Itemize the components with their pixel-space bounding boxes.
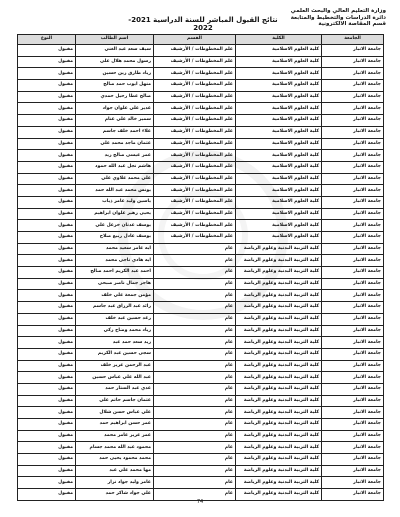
column-header-university: الجامعة — [322, 35, 384, 45]
cell-department: عام — [154, 278, 236, 290]
cell-department: علم المخطوطات / الأرشيف — [154, 91, 236, 103]
cell-type: مقبول — [18, 477, 76, 489]
cell-university: جامعة الانبار — [322, 138, 384, 150]
cell-student-name: علي عباس حسن شلال — [76, 407, 154, 419]
cell-department: علم المخطوطات / الأرشيف — [154, 103, 236, 115]
cell-university: جامعة الانبار — [322, 267, 384, 279]
cell-department: عام — [154, 243, 236, 255]
cell-type: مقبول — [18, 337, 76, 349]
column-header-college: الكلية — [236, 35, 322, 45]
page-number: 74 — [196, 499, 204, 505]
cell-college: كلية التربية البدنية وعلوم الرياضة — [236, 454, 322, 466]
cell-department: عام — [154, 419, 236, 431]
cell-college: كلية التربية البدنية وعلوم الرياضة — [236, 243, 322, 255]
cell-student-name: رغد حسين عبد خلف — [76, 313, 154, 325]
cell-university: جامعة الانبار — [322, 302, 384, 314]
cell-type: مقبول — [18, 348, 76, 360]
cell-college: كلية التربية البدنية وعلوم الرياضة — [236, 337, 322, 349]
cell-department: عام — [154, 337, 236, 349]
table-row — [18, 220, 384, 232]
cell-student-name: علاء احمد خلف جاسم — [76, 126, 154, 138]
cell-college: كلية العلوم الاسلامية — [236, 185, 322, 197]
table-header-row — [18, 35, 384, 45]
cell-department: علم المخطوطات / الأرشيف — [154, 173, 236, 185]
table-row — [18, 196, 384, 208]
table-row — [18, 255, 384, 267]
cell-student-name: علي محمد علاوي علي — [76, 173, 154, 185]
cell-university: جامعة الانبار — [322, 313, 384, 325]
table-row — [18, 173, 384, 185]
cell-university: جامعة الانبار — [322, 419, 384, 431]
cell-college: كلية العلوم الاسلامية — [236, 115, 322, 127]
cell-college: كلية العلوم الاسلامية — [236, 220, 322, 232]
cell-university: جامعة الانبار — [322, 115, 384, 127]
table-row — [18, 372, 384, 384]
cell-student-name: سيف سعد عبد الغني — [76, 45, 154, 57]
cell-college: كلية التربية البدنية وعلوم الرياضة — [236, 477, 322, 489]
table-row — [18, 290, 384, 302]
cell-type: مقبول — [18, 255, 76, 267]
table-row — [18, 325, 384, 337]
table-row — [18, 278, 384, 290]
cell-department: عام — [154, 325, 236, 337]
cell-department: عام — [154, 465, 236, 477]
cell-student-name: ايه هادي ناجي محمد — [76, 255, 154, 267]
cell-type: مقبول — [18, 220, 76, 232]
table-row — [18, 45, 384, 57]
cell-student-name: سمير خالد علي غنام — [76, 115, 154, 127]
cell-university: جامعة الانبار — [322, 407, 384, 419]
cell-university: جامعة الانبار — [322, 80, 384, 92]
table-row — [18, 383, 384, 395]
cell-student-name: عمر عيسى صالح زيد — [76, 150, 154, 162]
cell-college: كلية العلوم الاسلامية — [236, 103, 322, 115]
cell-type: مقبول — [18, 196, 76, 208]
table-row — [18, 232, 384, 244]
table-row — [18, 68, 384, 80]
cell-department: عام — [154, 395, 236, 407]
table-row — [18, 208, 384, 220]
cell-type: مقبول — [18, 372, 76, 384]
cell-university: جامعة الانبار — [322, 220, 384, 232]
cell-university: جامعة الانبار — [322, 56, 384, 68]
cell-college: كلية التربية البدنية وعلوم الرياضة — [236, 372, 322, 384]
cell-university: جامعة الانبار — [322, 208, 384, 220]
cell-student-name: عامر وليد جواد نزار — [76, 477, 154, 489]
cell-student-name: هاجر جمال ناصر صبحي — [76, 278, 154, 290]
cell-type: مقبول — [18, 232, 76, 244]
cell-student-name: زياد طارق زين حسين — [76, 68, 154, 80]
cell-student-name: زيد سعد حمد عبد — [76, 337, 154, 349]
cell-college: كلية العلوم الاسلامية — [236, 56, 322, 68]
cell-college: كلية العلوم الاسلامية — [236, 138, 322, 150]
cell-type: مقبول — [18, 267, 76, 279]
table-row — [18, 430, 384, 442]
cell-student-name: عثمان ماجد محمد علي — [76, 138, 154, 150]
cell-student-name: يونس محمد عبد الله حمد — [76, 185, 154, 197]
cell-college: كلية التربية البدنية وعلوم الرياضة — [236, 442, 322, 454]
table-row — [18, 395, 384, 407]
cell-department: عام — [154, 407, 236, 419]
document-title: نتائج القبول المباشر للسنة الدراسية 2021-2022 — [128, 16, 278, 32]
ministry-block — [291, 8, 386, 28]
cell-university: جامعة الانبار — [322, 185, 384, 197]
cell-department: علم المخطوطات / الأرشيف — [154, 56, 236, 68]
cell-type: مقبول — [18, 454, 76, 466]
cell-student-name: عبد الرحمن عزيز خلف — [76, 360, 154, 372]
cell-college: كلية التربية البدنية وعلوم الرياضة — [236, 267, 322, 279]
cell-student-name: منهل ايوب حمد صالح — [76, 80, 154, 92]
cell-university: جامعة الانبار — [322, 232, 384, 244]
cell-type: مقبول — [18, 313, 76, 325]
cell-college: كلية العلوم الاسلامية — [236, 91, 322, 103]
cell-college: كلية التربية البدنية وعلوم الرياضة — [236, 313, 322, 325]
cell-department: علم المخطوطات / الأرشيف — [154, 232, 236, 244]
cell-department: عام — [154, 360, 236, 372]
ministry-line: قسم المقاصة الالكترونية — [318, 21, 386, 27]
cell-type: مقبول — [18, 419, 76, 431]
table-row — [18, 115, 384, 127]
cell-type: مقبول — [18, 395, 76, 407]
cell-department: علم المخطوطات / الأرشيف — [154, 196, 236, 208]
cell-college: كلية العلوم الاسلامية — [236, 68, 322, 80]
cell-university: جامعة الانبار — [322, 278, 384, 290]
cell-type: مقبول — [18, 138, 76, 150]
cell-type: مقبول — [18, 430, 76, 442]
cell-department: علم المخطوطات / الأرشيف — [154, 68, 236, 80]
cell-student-name: عثمان جاسم حاتم علي — [76, 395, 154, 407]
cell-department: علم المخطوطات / الأرشيف — [154, 220, 236, 232]
table-row — [18, 454, 384, 466]
cell-college: كلية العلوم الاسلامية — [236, 126, 322, 138]
cell-college: كلية التربية البدنية وعلوم الرياضة — [236, 465, 322, 477]
cell-department: عام — [154, 255, 236, 267]
admission-results-table — [17, 34, 384, 501]
table-row — [18, 56, 384, 68]
cell-student-name: ياسين وليد عامر ذياب — [76, 196, 154, 208]
cell-department: عام — [154, 267, 236, 279]
cell-department: علم المخطوطات / الأرشيف — [154, 208, 236, 220]
cell-student-name: رسول محمد هلال علي — [76, 56, 154, 68]
cell-department: عام — [154, 489, 236, 501]
table-row — [18, 348, 384, 360]
cell-student-name: عدي عبد الستار حمد — [76, 383, 154, 395]
cell-student-name: رائد عبد الرزاق عبد جاسم — [76, 302, 154, 314]
cell-college: كلية التربية البدنية وعلوم الرياضة — [236, 430, 322, 442]
cell-department: عام — [154, 348, 236, 360]
cell-student-name: يوسف عادل ربيع صلاح — [76, 232, 154, 244]
cell-department: علم المخطوطات / الأرشيف — [154, 185, 236, 197]
cell-college: كلية التربية البدنية وعلوم الرياضة — [236, 290, 322, 302]
cell-type: مقبول — [18, 45, 76, 57]
table-row — [18, 126, 384, 138]
cell-student-name: يوسف عدنان خزعل علي — [76, 220, 154, 232]
cell-type: مقبول — [18, 208, 76, 220]
table-row — [18, 477, 384, 489]
cell-university: جامعة الانبار — [322, 255, 384, 267]
column-header-department: القسم — [154, 35, 236, 45]
cell-college: كلية العلوم الاسلامية — [236, 150, 322, 162]
cell-college: كلية التربية البدنية وعلوم الرياضة — [236, 325, 322, 337]
cell-university: جامعة الانبار — [322, 325, 384, 337]
cell-college: كلية التربية البدنية وعلوم الرياضة — [236, 419, 322, 431]
cell-type: مقبول — [18, 150, 76, 162]
cell-student-name: مها محمد علي عبد — [76, 465, 154, 477]
cell-college: كلية العلوم الاسلامية — [236, 232, 322, 244]
cell-department: عام — [154, 313, 236, 325]
cell-type: مقبول — [18, 126, 76, 138]
cell-student-name: سجى حسين عبد الكريم — [76, 348, 154, 360]
cell-type: مقبول — [18, 360, 76, 372]
cell-type: مقبول — [18, 115, 76, 127]
cell-type: مقبول — [18, 278, 76, 290]
cell-college: كلية التربية البدنية وعلوم الرياضة — [236, 255, 322, 267]
cell-university: جامعة الانبار — [322, 150, 384, 162]
table-row — [18, 185, 384, 197]
table-row — [18, 80, 384, 92]
cell-university: جامعة الانبار — [322, 348, 384, 360]
cell-department: علم المخطوطات / الأرشيف — [154, 161, 236, 173]
table-row — [18, 302, 384, 314]
table-row — [18, 465, 384, 477]
cell-college: كلية التربية البدنية وعلوم الرياضة — [236, 360, 322, 372]
cell-type: مقبول — [18, 243, 76, 255]
column-header-student-name: اسم الطالب — [76, 35, 154, 45]
cell-university: جامعة الانبار — [322, 91, 384, 103]
cell-department: عام — [154, 302, 236, 314]
cell-type: مقبول — [18, 56, 76, 68]
cell-department: علم المخطوطات / الأرشيف — [154, 115, 236, 127]
cell-type: مقبول — [18, 383, 76, 395]
cell-type: مقبول — [18, 442, 76, 454]
cell-type: مقبول — [18, 173, 76, 185]
table-row — [18, 138, 384, 150]
cell-university: جامعة الانبار — [322, 126, 384, 138]
cell-type: مقبول — [18, 68, 76, 80]
cell-department: عام — [154, 383, 236, 395]
cell-university: جامعة الانبار — [322, 45, 384, 57]
cell-type: مقبول — [18, 290, 76, 302]
cell-type: مقبول — [18, 302, 76, 314]
table-row — [18, 360, 384, 372]
cell-university: جامعة الانبار — [322, 68, 384, 80]
cell-type: مقبول — [18, 161, 76, 173]
cell-type: مقبول — [18, 80, 76, 92]
cell-university: جامعة الانبار — [322, 489, 384, 501]
cell-department: علم المخطوطات / الأرشيف — [154, 80, 236, 92]
cell-department: عام — [154, 290, 236, 302]
cell-student-name: غدير علي علوان جواد — [76, 103, 154, 115]
cell-university: جامعة الانبار — [322, 290, 384, 302]
cell-type: مقبول — [18, 325, 76, 337]
table-row — [18, 407, 384, 419]
cell-college: كلية التربية البدنية وعلوم الرياضة — [236, 383, 322, 395]
document-header — [18, 8, 386, 36]
table-row — [18, 419, 384, 431]
cell-student-name: عمر حسن ابراهيم حمد — [76, 419, 154, 431]
cell-type: مقبول — [18, 91, 76, 103]
cell-college: كلية العلوم الاسلامية — [236, 161, 322, 173]
cell-department: عام — [154, 454, 236, 466]
cell-department: علم المخطوطات / الأرشيف — [154, 126, 236, 138]
column-header-type: النوع — [18, 35, 76, 45]
table-row — [18, 267, 384, 279]
table-row — [18, 442, 384, 454]
cell-university: جامعة الانبار — [322, 243, 384, 255]
cell-university: جامعة الانبار — [322, 395, 384, 407]
cell-type: مقبول — [18, 103, 76, 115]
cell-department: عام — [154, 372, 236, 384]
ministry-line: وزارة التعليم العالي والبحث العلمي — [290, 8, 386, 14]
cell-college: كلية العلوم الاسلامية — [236, 45, 322, 57]
cell-college: كلية التربية البدنية وعلوم الرياضة — [236, 348, 322, 360]
cell-college: كلية التربية البدنية وعلوم الرياضة — [236, 395, 322, 407]
cell-department: علم المخطوطات / الأرشيف — [154, 150, 236, 162]
cell-type: مقبول — [18, 465, 76, 477]
cell-type: مقبول — [18, 185, 76, 197]
cell-student-name: صالح عطا رحيل حمدي — [76, 91, 154, 103]
cell-university: جامعة الانبار — [322, 103, 384, 115]
cell-student-name: زياد محمد وضاح زكي — [76, 325, 154, 337]
cell-student-name: ايه عامر سعيد محمد — [76, 243, 154, 255]
cell-student-name: علي جواد شاكر حمد — [76, 489, 154, 501]
cell-university: جامعة الانبار — [322, 454, 384, 466]
cell-department: علم المخطوطات / الأرشيف — [154, 138, 236, 150]
cell-university: جامعة الانبار — [322, 173, 384, 185]
cell-college: كلية التربية البدنية وعلوم الرياضة — [236, 302, 322, 314]
cell-college: كلية العلوم الاسلامية — [236, 196, 322, 208]
table-row — [18, 243, 384, 255]
cell-type: مقبول — [18, 489, 76, 501]
cell-college: كلية التربية البدنية وعلوم الرياضة — [236, 278, 322, 290]
table-row — [18, 337, 384, 349]
table-row — [18, 161, 384, 173]
ministry-line: دائرة الدراسات والتخطيط والمتابعة — [290, 14, 386, 21]
cell-university: جامعة الانبار — [322, 477, 384, 489]
cell-student-name: عمر عزيز عامر محمد — [76, 430, 154, 442]
cell-department: عام — [154, 430, 236, 442]
cell-college: كلية العلوم الاسلامية — [236, 208, 322, 220]
cell-university: جامعة الانبار — [322, 465, 384, 477]
cell-department: عام — [154, 442, 236, 454]
cell-student-name: يحيى زهير علوان ابراهيم — [76, 208, 154, 220]
table-body — [18, 45, 384, 501]
cell-student-name: عبد الله علي عباس حسين — [76, 372, 154, 384]
cell-student-name: محمود عبد الله محمد جسام — [76, 442, 154, 454]
cell-university: جامعة الانبار — [322, 196, 384, 208]
cell-college: كلية التربية البدنية وعلوم الرياضة — [236, 407, 322, 419]
cell-department: علم المخطوطات / الأرشيف — [154, 45, 236, 57]
table-row — [18, 150, 384, 162]
cell-university: جامعة الانبار — [322, 430, 384, 442]
cell-university: جامعة الانبار — [322, 360, 384, 372]
table-row — [18, 91, 384, 103]
cell-student-name: هاشم نجل عبد الله حمود — [76, 161, 154, 173]
cell-department: عام — [154, 477, 236, 489]
cell-student-name: محمد محمود يحيى حمد — [76, 454, 154, 466]
cell-college: كلية العلوم الاسلامية — [236, 173, 322, 185]
cell-student-name: احمد عبد الكريم احمد صالح — [76, 267, 154, 279]
cell-university: جامعة الانبار — [322, 442, 384, 454]
cell-student-name: مؤمن جمعة علي خلف — [76, 290, 154, 302]
cell-university: جامعة الانبار — [322, 383, 384, 395]
cell-type: مقبول — [18, 407, 76, 419]
cell-university: جامعة الانبار — [322, 372, 384, 384]
cell-university: جامعة الانبار — [322, 161, 384, 173]
table-row — [18, 313, 384, 325]
cell-college: كلية التربية البدنية وعلوم الرياضة — [236, 489, 322, 501]
cell-college: كلية العلوم الاسلامية — [236, 80, 322, 92]
cell-university: جامعة الانبار — [322, 337, 384, 349]
table-row — [18, 103, 384, 115]
